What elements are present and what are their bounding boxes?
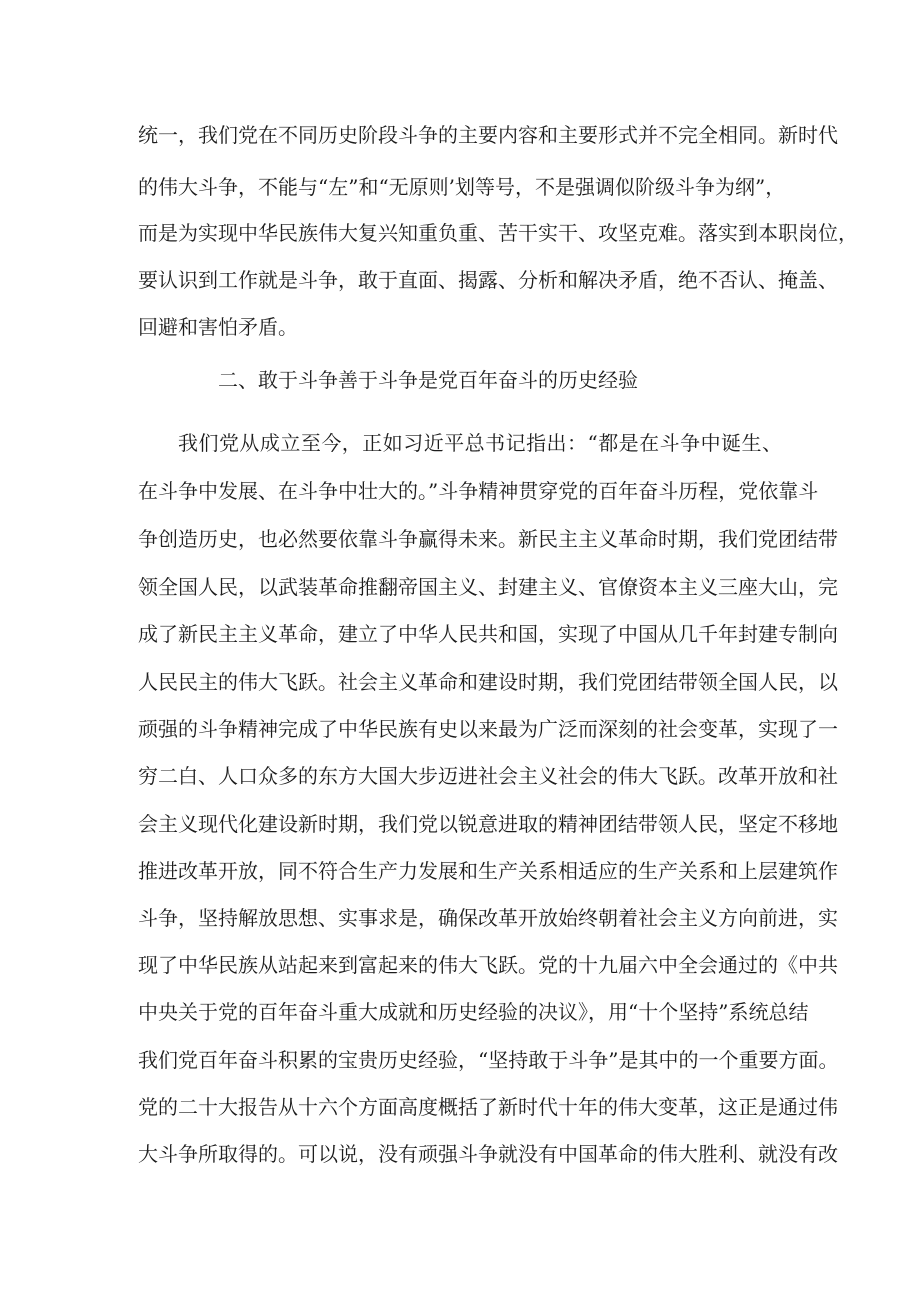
text-line: 领全国人民，以武装革命推翻帝国主义、封建主义、官僚资本主义三座大山，完 [138,575,838,599]
text-line: 会主义现代化建设新时期，我们党以锐意进取的精神团结带领人民，坚定不移地 [138,812,838,836]
text-line: 在斗争中发展、在斗争中壮大的。”斗争精神贯穿党的百年奋斗历程，党依靠斗 [138,479,819,503]
text-line: 我们党百年奋斗积累的宝贵历史经验，“坚持敢于斗争”是其中的一个重要方面。 [138,1048,839,1072]
text-line: 而是为实现中华民族伟大复兴知重负重、苦干实干、攻坚克难。落实到本职岗位， [138,221,858,245]
text-line: 我们党从成立至今，正如习近平总书记指出：“都是在斗争中诞生、 [178,431,782,455]
text-line: 大斗争所取得的。可以说，没有顽强斗争就没有中国革命的伟大胜利、就没有改 [138,1142,838,1166]
text-line: 成了新民主主义革命，建立了中华人民共和国，实现了中国从几千年封建专制向 [138,622,838,646]
text-line: 党的二十大报告从十六个方面高度概括了新时代十年的伟大变革，这正是通过伟 [138,1095,838,1119]
text-line: 要认识到工作就是斗争，敢于直面、揭露、分析和解决矛盾，绝不否认、掩盖、 [138,268,838,292]
text-line: 统一，我们党在不同历史阶段斗争的主要内容和主要形式并不完全相同。新时代 [138,123,838,147]
text-line: 顽强的斗争精神完成了中华民族有史以来最为广泛而深刻的社会变革，实现了一 [138,717,838,741]
text-line: 中央关于党的百年奋斗重大成就和历史经验的决议》，用“十个坚持”系统总结 [138,1000,809,1024]
text-line: 推进改革开放，同不符合生产力发展和生产关系相适应的生产关系和上层建筑作 [138,859,838,883]
text-line: 人民民主的伟大飞跃。社会主义革命和建设时期，我们党团结带领全国人民，以 [138,670,838,694]
text-line: 现了中华民族从站起来到富起来的伟大飞跃。党的十九届六中全会通过的《中共 [138,953,838,977]
text-line: 争创造历史，也必然要依靠斗争赢得未来。新民主主义革命时期，我们党团结带 [138,527,838,551]
section-heading: 二、敢于斗争善于斗争是党百年奋斗的历史经验 [218,368,638,392]
text-line: 穷二白、人口众多的东方大国大步迈进社会主义社会的伟大飞跃。改革开放和社 [138,764,838,788]
text-line: 的伟大斗争，不能与“左”和“无原则’划等号，不是强调似阶级斗争为纲”， [138,175,786,199]
text-line: 斗争，坚持解放思想、实事求是，确保改革开放始终朝着社会主义方向前进，实 [138,906,838,930]
text-line: 回避和害怕矛盾。 [138,315,298,339]
